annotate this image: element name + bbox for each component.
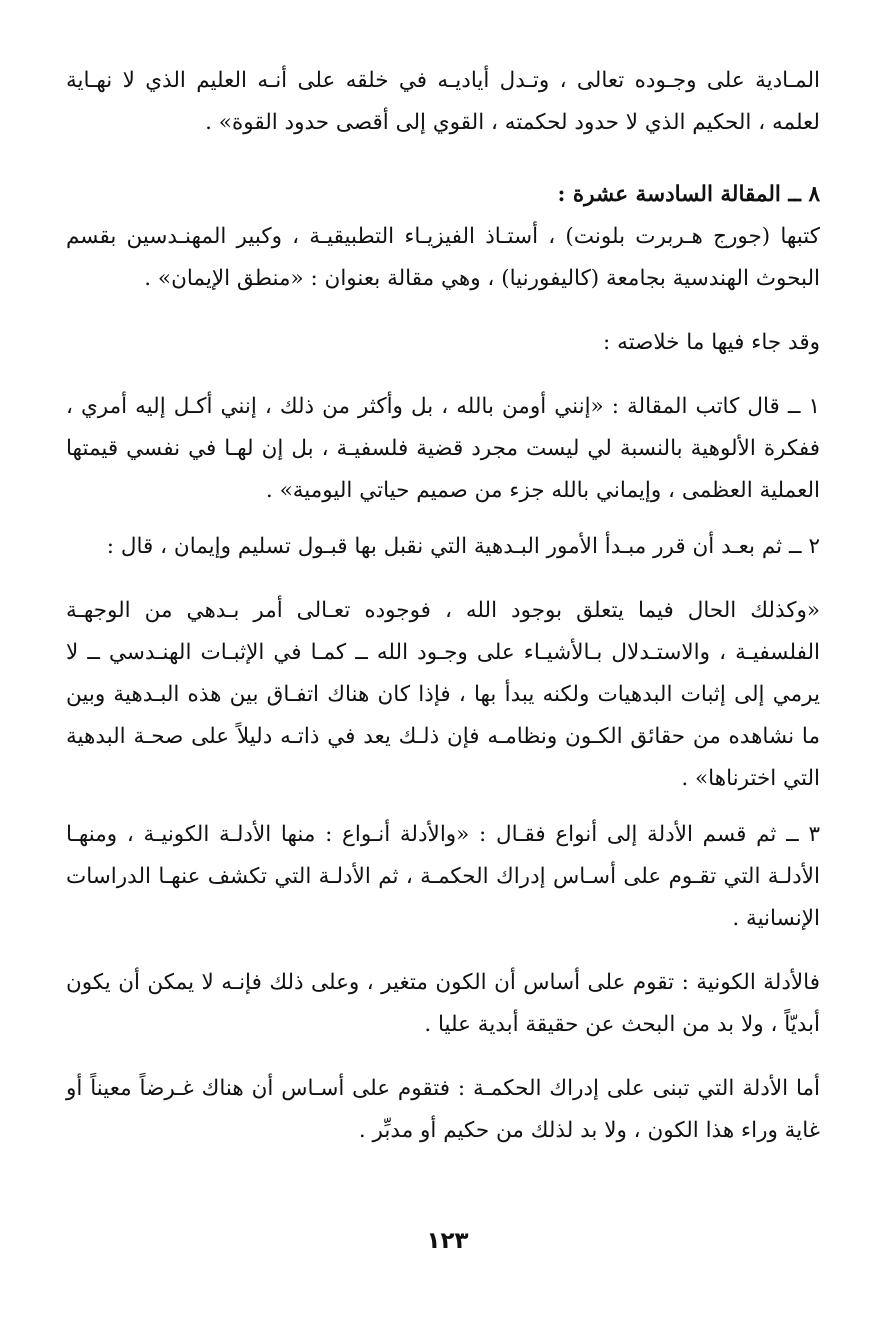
- section-heading: ٨ ــ المقالة السادسة عشرة :: [557, 182, 820, 207]
- paragraph-cosmic-evidence: فالأدلة الكونية : تقوم على أساس أن الكون متغير ، وعلى ذلك فإنـه لا يمكن أن يكون أبديّاً ، ولا بد من البحث عن حقيقة أبدية عليا .: [66, 970, 820, 1037]
- paragraph-wisdom-evidence: أما الأدلة التي تبنى على إدراك الحكمـة : فتقوم على أسـاس أن هناك غـرضاً معيناً أو غاية وراء هذا الكون ، ولا بد لذلك من حكيم أو مدبِّر .: [66, 1076, 820, 1143]
- paragraph-quote: «وكذلك الحال فيما يتعلق بوجود الله ، فوجوده تعـالى أمر بـدهي من الوجهـة الفلسفيـة ، والاستـدلال بـالأشيـاء على وجـود الله ــ كمـا في الإثبـات الهنـدسي ــ لا يرمي إلى إثبات البدهيات ولكنه يبدأ بها ، فإذا كان هناك اتفـاق بين هذه البـدهية وبين ما نشاهده من حقائق الكـون ونظامـه فإن ذلـك يعد في ذاتـه دليلاً على صحـة البدهية التي اخترناها» .: [66, 598, 820, 791]
- page-number: ١٢٣: [426, 1228, 469, 1254]
- paragraph-author: كتبها (جورج هـربرت بلونت) ، أستـاذ الفيزيـاء التطبيقيـة ، وكبير المهنـدسين بقسم البحوث الهندسية بجامعة (كاليفورنيا) ، وهي مقالة بعنوان : «منطق الإيمان» .: [66, 224, 820, 291]
- paragraph-continuation: المـادية على وجـوده تعالى ، وتـدل أياديـه في خلقه على أنـه العليم الذي لا نهـاية لعلمه ، الحكيم الذي لا حدود لحكمته ، القوي إلى أقصى حدود القوة» .: [66, 68, 820, 135]
- paragraph-point-2: ٢ ــ ثم بعـد أن قرر مبـدأ الأمور البـدهية التي نقبل بها قبـول تسليم وإيمان ، قال :: [106, 534, 820, 559]
- paragraph-point-1: ١ ــ قال كاتب المقالة : «إنني أومن بالله ، بل وأكثر من ذلك ، إنني أكـل إليه أمري ، ففكرة الألوهية بالنسبة لي ليست مجرد قضية فلسفيـة ، بل إن لهـا في نفسي قيمتها العملية العظمى ، وإيماني بالله جزء من صميم حياتي اليومية» .: [66, 394, 820, 503]
- paragraph-summary-intro: وقد جاء فيها ما خلاصته :: [603, 330, 820, 355]
- paragraph-point-3: ٣ ــ ثم قسم الأدلة إلى أنواع فقـال : «والأدلة أنـواع : منها الأدلـة الكونيـة ، ومنهـا الأدلـة التي تقـوم على أسـاس إدراك الحكمـة ، ثم الأدلـة التي تكشف عنهـا الدراسات الإنسانية .: [66, 822, 820, 931]
- page-body: [66, 60, 820, 1152]
